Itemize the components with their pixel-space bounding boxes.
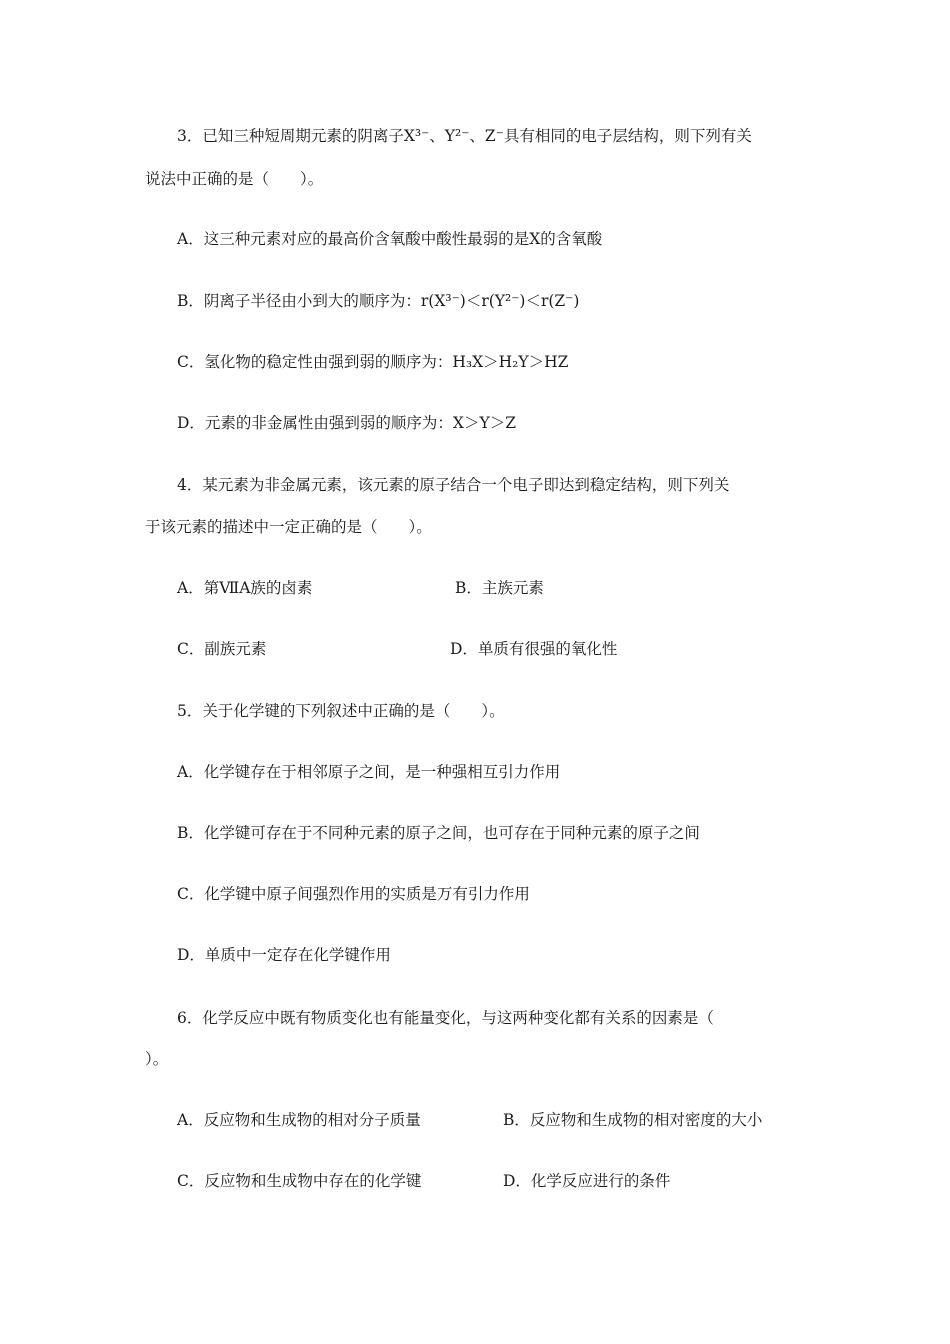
question-4-stem-line2: 于该元素的描述中一定正确的是（ ）。 (145, 518, 432, 536)
question-6-option-a: A．反应物和生成物的相对分子质量 (177, 1111, 421, 1129)
question-3-option-d: D．元素的非金属性由强到弱的顺序为：X＞Y＞Z (177, 414, 516, 432)
question-3-option-a: A．这三种元素对应的最高价含氧酸中酸性最弱的是X的含氧酸 (177, 230, 603, 248)
question-4-option-d: D．单质有很强的氧化性 (450, 640, 618, 658)
question-6-option-d: D．化学反应进行的条件 (503, 1172, 671, 1190)
question-4-option-b: B．主族元素 (455, 579, 544, 597)
question-3-stem-line2: 说法中正确的是（ ）。 (145, 170, 324, 188)
question-5-option-a: A．化学键存在于相邻原子之间，是一种强相互引力作用 (177, 763, 561, 781)
question-4-option-a: A．第ⅦA族的卤素 (177, 579, 313, 597)
question-5-stem-line1: 5．关于化学键的下列叙述中正确的是（ ）。 (177, 702, 505, 720)
question-3-option-b: B．阴离子半径由小到大的顺序为：r(X³⁻)＜r(Y²⁻)＜r(Z⁻) (177, 292, 580, 310)
question-6-stem-line1: 6．化学反应中既有物质变化也有能量变化，与这两种变化都有关系的因素是（ (177, 1009, 714, 1027)
question-6-option-c: C．反应物和生成物中存在的化学键 (177, 1172, 422, 1190)
question-6-option-b: B．反应物和生成物的相对密度的大小 (503, 1111, 763, 1129)
question-5-option-d: D．单质中一定存在化学键作用 (177, 946, 391, 964)
question-4-stem-line1: 4．某元素为非金属元素，该元素的原子结合一个电子即达到稳定结构，则下列关 (177, 476, 730, 494)
question-3-option-c: C．氢化物的稳定性由强到弱的顺序为：H₃X＞H₂Y＞HZ (177, 353, 569, 371)
question-3-stem-line1: 3．已知三种短周期元素的阴离子X³⁻、Y²⁻、Z⁻具有相同的电子层结构，则下列有关 (177, 127, 752, 145)
question-6-stem-line2: ）。 (145, 1050, 169, 1068)
question-4-option-c: C．副族元素 (177, 640, 267, 658)
question-5-option-b: B．化学键可存在于不同种元素的原子之间，也可存在于同种元素的原子之间 (177, 824, 700, 842)
question-5-option-c: C．化学键中原子间强烈作用的实质是万有引力作用 (177, 885, 530, 903)
